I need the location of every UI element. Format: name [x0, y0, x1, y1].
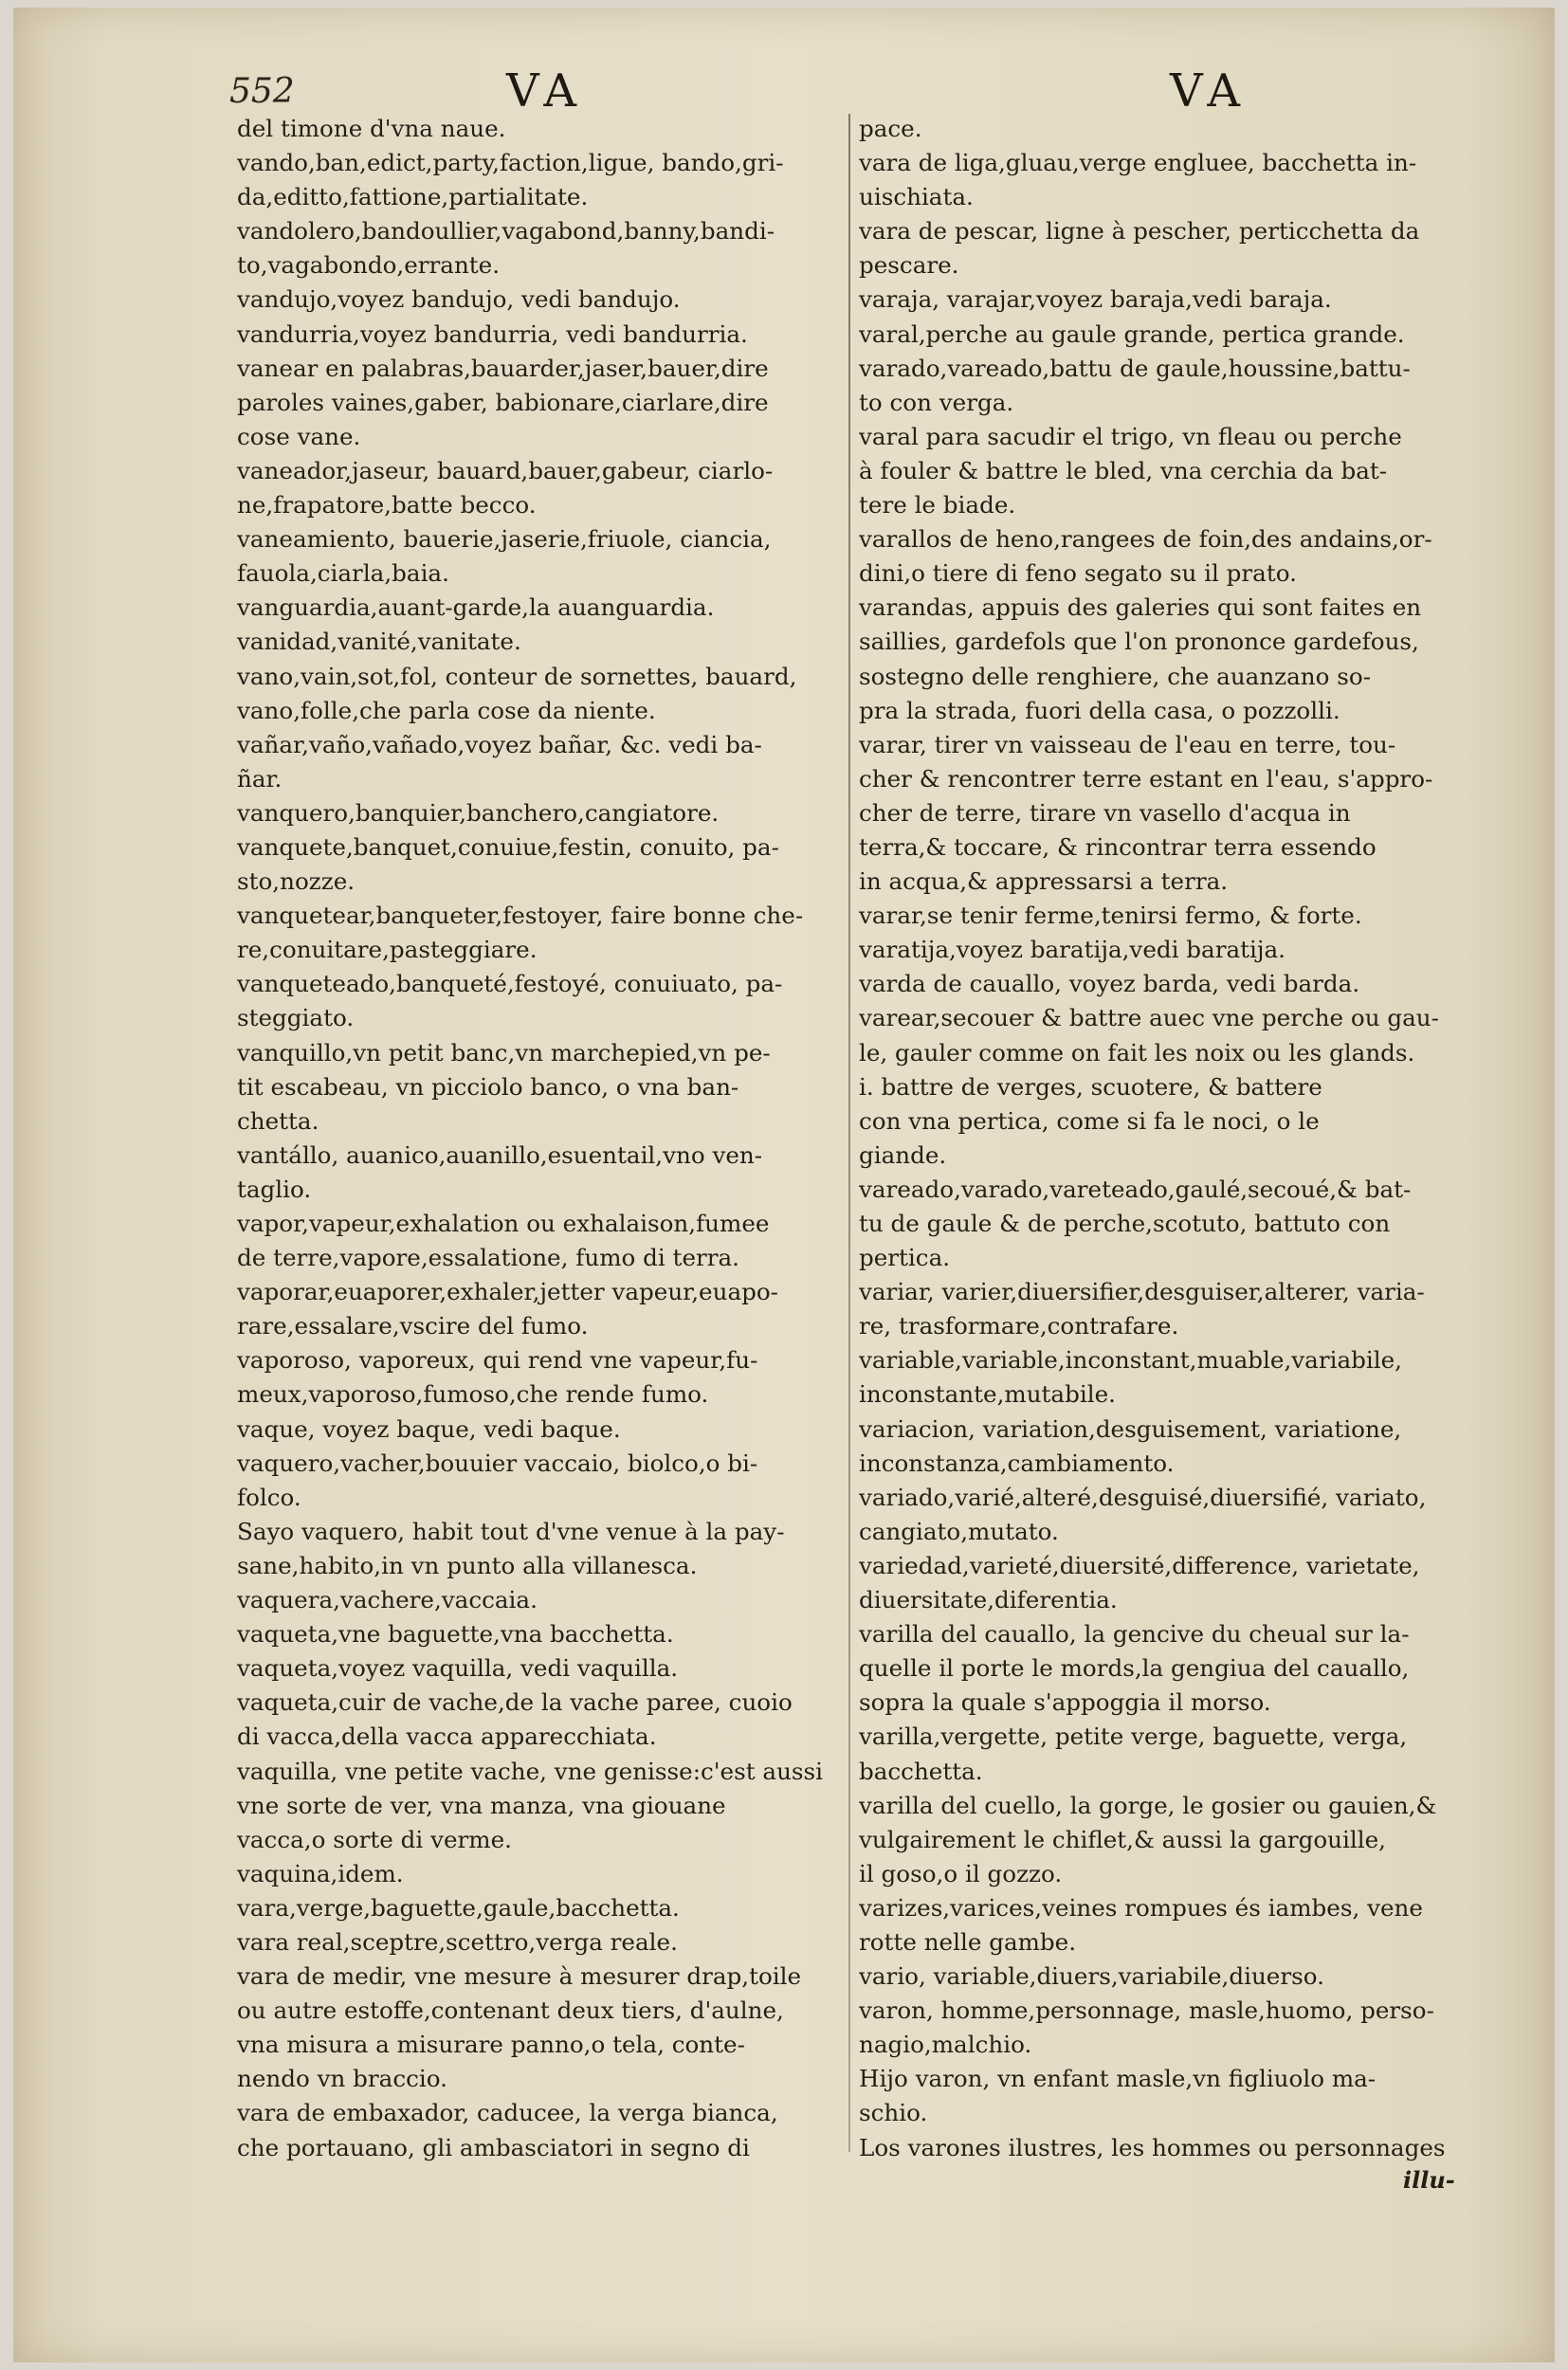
dictionary-line: vanquero,banquier,banchero,cangiatore. [237, 798, 720, 827]
dictionary-line: sane,habito,in vn punto alla villanesca. [237, 1551, 698, 1579]
dictionary-line: vara real,sceptre,scettro,verga reale. [237, 1927, 678, 1956]
dictionary-line: to,vagabondo,errante. [237, 251, 501, 280]
dictionary-line: sostegno delle renghiere, che auanzano so- [859, 662, 1372, 690]
dictionary-line: giande. [859, 1140, 947, 1169]
dictionary-line: ne,frapatore,batte becco. [237, 491, 537, 520]
dictionary-line: vna misura a misurare panno,o tela, conte- [237, 2031, 745, 2059]
dictionary-line: varizes,varices,veines rompues és iambes, vene [859, 1893, 1423, 1922]
dictionary-line: saillies, gardefols que l'on prononce gardefous, [859, 628, 1419, 656]
dictionary-line: ou autre estoffe,contenant deux tiers, d'aulne, [237, 1996, 784, 2025]
dictionary-line: varallos de heno,rangees de foin,des andains,or- [859, 525, 1432, 554]
dictionary-line: vaquina,idem. [237, 1859, 404, 1887]
dictionary-line: varda de cauallo, voyez barda, vedi barda. [859, 970, 1360, 998]
dictionary-line: pace. [859, 115, 922, 142]
dictionary-line: in acqua,& appressarsi a terra. [859, 867, 1229, 896]
dictionary-line: Sayo vaquero, habit tout d'vne venue à la pay- [237, 1517, 785, 1545]
dictionary-line: rotte nelle gambe. [859, 1927, 1077, 1956]
dictionary-line: vario, variable,diuers,variabile,diuerso. [859, 1962, 1324, 1991]
dictionary-line: steggiato. [237, 1004, 355, 1032]
dictionary-line: vantállo, auanico,auanillo,esuentail,vno ven- [237, 1140, 763, 1169]
running-head-left: VA [506, 64, 585, 118]
dictionary-line: vando,ban,edict,party,faction,ligue, bando,gri- [237, 149, 784, 177]
dictionary-line: varal para sacudir el trigo, vn fleau ou perche [859, 422, 1402, 450]
dictionary-line: vanquetear,banqueter,festoyer, faire bonne che- [237, 902, 804, 930]
dictionary-line: varar, tirer vn vaisseau de l'eau en terre, tou- [859, 730, 1396, 758]
dictionary-line: uischiata. [859, 183, 974, 211]
dictionary-line: vara de medir, vne mesure à mesurer drap,toile [237, 1962, 802, 1991]
dictionary-line: terra,& toccare, & rincontrar terra essendo [859, 832, 1377, 861]
dictionary-line: varar,se tenir ferme,tenirsi fermo, & forte. [859, 902, 1362, 930]
dictionary-line: cangiato,mutato. [859, 1517, 1059, 1545]
dictionary-line: vapor,vapeur,exhalation ou exhalaison,fumee [237, 1210, 770, 1237]
dictionary-line: Los varones ilustres, les hommes ou personnages [859, 2133, 1446, 2161]
dictionary-line: pertica. [859, 1244, 951, 1272]
dictionary-line: vañar,vaño,vañado,voyez bañar, &c. vedi ba- [237, 730, 762, 758]
dictionary-line: vanguardia,auant-garde,la auanguardia. [237, 593, 715, 622]
dictionary-line: vanquillo,vn petit banc,vn marchepied,vn pe- [237, 1038, 771, 1066]
dictionary-line: de terre,vapore,essalatione, fumo di terra. [237, 1244, 739, 1272]
column-divider [848, 114, 850, 2152]
dictionary-line: vaque, voyez baque, vedi baque. [237, 1414, 621, 1443]
dictionary-line: variable,variable,inconstant,muable,variabile, [859, 1346, 1402, 1375]
dictionary-line: variar, varier,diuersifier,desguiser,alterer, varia- [859, 1278, 1425, 1306]
page-number: 552 [229, 72, 295, 111]
dictionary-line: varado,vareado,battu de gaule,houssine,battu- [859, 354, 1411, 382]
dictionary-line: vacca,o sorte di verme. [237, 1825, 512, 1853]
dictionary-line: vandurria,voyez bandurria, vedi bandurria. [237, 319, 748, 348]
dictionary-line: pescare. [859, 251, 959, 280]
dictionary-line: di vacca,della vacca apparecchiata. [237, 1723, 657, 1751]
dictionary-line: vaporar,euaporer,exhaler,jetter vapeur,euapo- [237, 1278, 778, 1306]
dictionary-line: ñar. [237, 764, 283, 793]
dictionary-line: rare,essalare,vscire del fumo. [237, 1312, 589, 1340]
dictionary-line: Hijo varon, vn enfant masle,vn figliuolo ma- [859, 2065, 1377, 2093]
dictionary-line: diuersitate,diferentia. [859, 1586, 1118, 1614]
dictionary-line: vareado,varado,vareteado,gaulé,secoué,& bat- [859, 1175, 1412, 1203]
dictionary-line: to con verga. [859, 388, 1014, 416]
dictionary-line: folco. [237, 1483, 301, 1511]
catchword: illu- [1403, 2166, 1455, 2194]
dictionary-line: vara de liga,gluau,verge engluee, bacchetta in- [859, 149, 1417, 177]
dictionary-line: sto,nozze. [237, 867, 356, 896]
dictionary-line: cher & rencontrer terre estant en l'eau, s'appro- [859, 764, 1433, 793]
dictionary-line: tit escabeau, vn picciolo banco, o vna ban- [237, 1072, 739, 1101]
dictionary-line: vara,verge,baguette,gaule,bacchetta. [237, 1893, 680, 1922]
dictionary-line: varaja, varajar,voyez baraja,vedi baraja. [859, 285, 1332, 314]
dictionary-line: meux,vaporoso,fumoso,che rende fumo. [237, 1380, 709, 1409]
dictionary-line: sopra la quale s'appoggia il morso. [859, 1688, 1271, 1717]
left-column [237, 112, 844, 2165]
dictionary-line: con vna pertica, come si fa le noci, o le [859, 1106, 1320, 1135]
dictionary-line: varilla,vergette, petite verge, baguette, verga, [859, 1723, 1408, 1751]
dictionary-line: re, trasformare,contrafare. [859, 1312, 1179, 1340]
dictionary-line: vulgairement le chiflet,& aussi la gargouille, [859, 1825, 1386, 1853]
dictionary-line: vne sorte de ver, vna manza, vna giouane [237, 1791, 726, 1819]
dictionary-line: vaqueta,voyez vaquilla, vedi vaquilla. [237, 1654, 679, 1683]
dictionary-line: variedad,varieté,diuersité,difference, varietate, [859, 1551, 1420, 1579]
dictionary-line: cher de terre, tirare vn vasello d'acqua in [859, 798, 1351, 827]
dictionary-line: le, gauler comme on fait les noix ou les glands. [859, 1038, 1415, 1066]
dictionary-line: vanqueteado,banqueté,festoyé, conuiuato, pa- [237, 970, 783, 998]
dictionary-line: varear,secouer & battre auec vne perche ou gau- [859, 1004, 1439, 1032]
dictionary-line: nagio,malchio. [859, 2031, 1032, 2059]
dictionary-line: vanquete,banquet,conuiue,festin, conuito, pa- [237, 832, 779, 861]
dictionary-line: quelle il porte le mords,la gengiua del cauallo, [859, 1654, 1410, 1683]
dictionary-line: vandolero,bandoullier,vagabond,banny,bandi- [237, 217, 775, 246]
dictionary-line: vaqueta,vne baguette,vna bacchetta. [237, 1620, 674, 1649]
dictionary-line: vaneamiento, bauerie,jaserie,friuole, ciancia, [237, 525, 772, 554]
dictionary-line: da,editto,fattione,partialitate. [237, 183, 589, 211]
dictionary-line: dini,o tiere di feno segato su il prato. [859, 559, 1297, 588]
dictionary-line: cose vane. [237, 422, 361, 450]
dictionary-line: inconstante,mutabile. [859, 1380, 1116, 1409]
dictionary-line: vaneador,jaseur, bauard,bauer,gabeur, ciarlo- [237, 456, 774, 484]
dictionary-line: i. battre de verges, scuotere, & battere [859, 1072, 1322, 1101]
dictionary-line: tu de gaule & de perche,scotuto, battuto con [859, 1210, 1391, 1237]
dictionary-line: vaqueta,cuir de vache,de la vache paree, cuoio [237, 1688, 793, 1717]
dictionary-line: vanidad,vanité,vanitate. [237, 628, 521, 656]
dictionary-line: vano,vain,sot,fol, conteur de sornettes, bauard, [237, 662, 797, 690]
dictionary-line: chetta. [237, 1106, 319, 1135]
dictionary-line: varandas, appuis des galeries qui sont faites en [859, 593, 1422, 622]
dictionary-line: re,conuitare,pasteggiare. [237, 936, 538, 964]
dictionary-line: variado,varié,alteré,desguisé,diuersifié, variato, [859, 1483, 1427, 1511]
dictionary-line: vaporoso, vaporeux, qui rend vne vapeur,fu- [237, 1346, 758, 1375]
dictionary-line: del timone d'vna naue. [237, 115, 506, 142]
dictionary-line: tere le biade. [859, 491, 1016, 520]
dictionary-line: vara de embaxador, caducee, la verga bianca, [237, 2099, 778, 2127]
dictionary-line: vano,folle,che parla cose da niente. [237, 696, 656, 724]
dictionary-line: paroles vaines,gaber, babionare,ciarlare,dire [237, 388, 769, 416]
dictionary-line: varatija,voyez baratija,vedi baratija. [859, 936, 1285, 964]
dictionary-line: che portauano, gli ambasciatori in segno di [237, 2133, 750, 2161]
dictionary-line: il goso,o il gozzo. [859, 1859, 1063, 1887]
dictionary-line: vaquilla, vne petite vache, vne genisse:c'est aussi [237, 1757, 824, 1785]
dictionary-line: vandujo,voyez bandujo, vedi bandujo. [237, 285, 681, 314]
running-head-right: VA [1170, 64, 1249, 118]
dictionary-line: vara de pescar, ligne à pescher, perticchetta da [859, 217, 1420, 246]
dictionary-line: varon, homme,personnage, masle,huomo, perso- [859, 1996, 1434, 2025]
dictionary-line: varilla del cauallo, la gencive du cheual sur la- [859, 1620, 1410, 1649]
dictionary-line: vaquera,vachere,vaccaia. [237, 1586, 538, 1614]
dictionary-line: fauola,ciarla,baia. [237, 559, 449, 588]
dictionary-line: nendo vn braccio. [237, 2065, 447, 2093]
dictionary-line: pra la strada, fuori della casa, o pozzolli. [859, 696, 1340, 724]
dictionary-line: varal,perche au gaule grande, pertica grande. [859, 319, 1405, 348]
dictionary-line: variacion, variation,desguisement, variatione, [859, 1414, 1402, 1443]
dictionary-line: vanear en palabras,bauarder,jaser,bauer,dire [237, 354, 769, 382]
dictionary-line: taglio. [237, 1175, 312, 1203]
dictionary-line: bacchetta. [859, 1757, 983, 1785]
dictionary-line: inconstanza,cambiamento. [859, 1449, 1175, 1477]
dictionary-line: à fouler & battre le bled, vna cerchia da bat- [859, 456, 1388, 484]
dictionary-line: schio. [859, 2099, 928, 2127]
right-column [859, 112, 1483, 2165]
dictionary-line: varilla del cuello, la gorge, le gosier ou gauien,& [859, 1791, 1437, 1819]
dictionary-line: vaquero,vacher,bouuier vaccaio, biolco,o bi- [237, 1449, 758, 1477]
